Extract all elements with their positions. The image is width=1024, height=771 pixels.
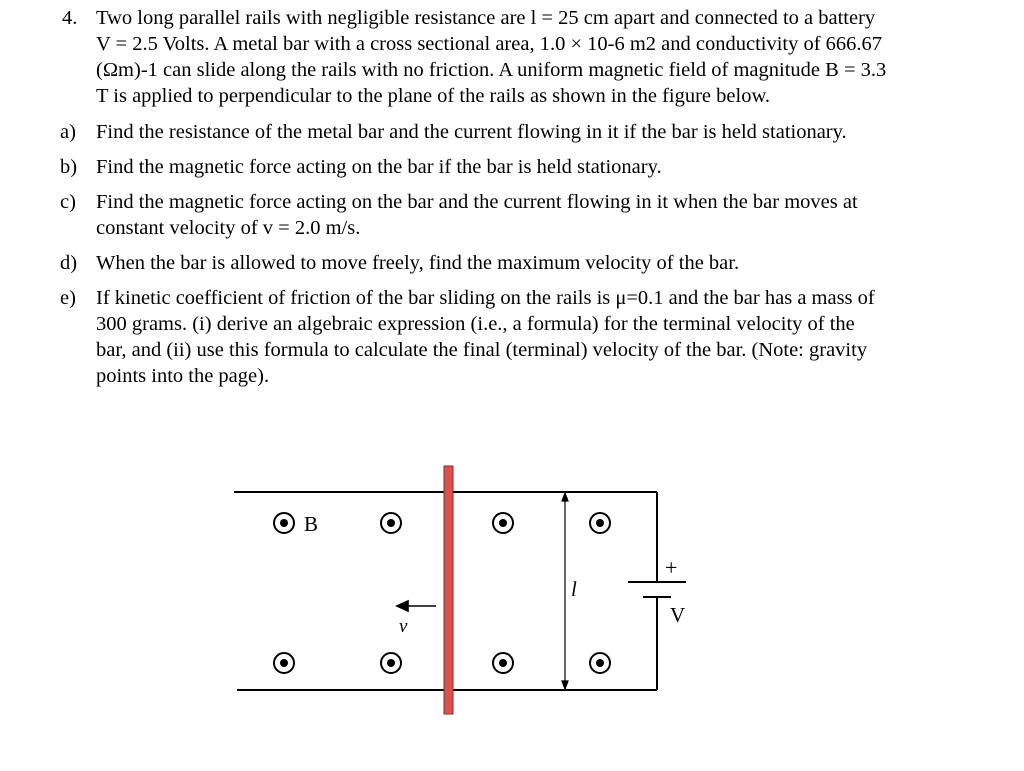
part-text: constant velocity of v = 2.0 m/s.	[96, 217, 361, 239]
part-e	[0, 285, 1024, 389]
part-text: If kinetic coefficient of friction of the bar sliding on the rails is μ=0.1 and the bar has a mass of	[96, 287, 875, 309]
field-out-of-page-icon	[590, 653, 610, 673]
intro-line: Two long parallel rails with negligible resistance are l = 25 cm apart and connected to a battery	[96, 7, 876, 29]
part-a	[0, 119, 1024, 145]
velocity-label: v	[399, 616, 408, 637]
battery-plus-label: +	[665, 555, 678, 580]
field-out-of-page-icon	[493, 513, 513, 533]
part-label: a)	[60, 121, 76, 143]
intro-line: (Ωm)-1 can slide along the rails with no friction. A uniform magnetic field of magnitude B = 3.3	[96, 59, 887, 81]
problem-number: 4.	[62, 7, 78, 29]
part-text: 300 grams. (i) derive an algebraic expression (i.e., a formula) for the terminal velocity of the	[96, 313, 855, 335]
part-text: bar, and (ii) use this formula to calculate the final (terminal) velocity of the bar. (Note: gravity	[96, 339, 868, 361]
part-label: c)	[60, 191, 76, 213]
part-b	[0, 154, 1024, 180]
part-label: e)	[60, 287, 76, 309]
part-label: b)	[60, 156, 78, 178]
part-text: Find the magnetic force acting on the bar if the bar is held stationary.	[96, 156, 662, 178]
part-d	[0, 250, 1024, 276]
field-out-of-page-icon	[274, 513, 294, 533]
field-label: B	[304, 512, 319, 536]
length-dimension	[562, 493, 568, 689]
metal-bar	[444, 466, 453, 714]
field-out-of-page-icon	[590, 513, 610, 533]
part-text: Find the resistance of the metal bar and the current flowing in it if the bar is held stationary.	[96, 121, 847, 143]
part-c	[0, 189, 1024, 241]
problem-4	[0, 5, 1024, 398]
part-text: Find the magnetic force acting on the bar and the current flowing in it when the bar moves at	[96, 191, 858, 213]
arrowhead-up-icon	[562, 493, 568, 501]
intro-line: T is applied to perpendicular to the plane of the rails as shown in the figure below.	[96, 85, 771, 107]
battery-voltage-label: V	[670, 603, 686, 627]
velocity-arrow	[397, 601, 436, 611]
intro-line: V = 2.5 Volts. A metal bar with a cross sectional area, 1.0 × 10-6 m2 and conductivity of 666.67	[96, 33, 883, 55]
part-label: d)	[60, 252, 78, 274]
problem-intro	[0, 5, 1024, 109]
field-out-of-page-icon	[381, 653, 401, 673]
field-out-of-page-icon	[274, 653, 294, 673]
part-text: points into the page).	[96, 365, 270, 387]
part-text: When the bar is allowed to move freely, find the maximum velocity of the bar.	[96, 252, 740, 274]
field-out-of-page-icon	[381, 513, 401, 533]
field-out-of-page-icon	[493, 653, 513, 673]
battery-symbol	[628, 582, 686, 597]
length-label: l	[571, 577, 577, 601]
arrowhead-left-icon	[397, 601, 408, 611]
arrowhead-down-icon	[562, 681, 568, 689]
